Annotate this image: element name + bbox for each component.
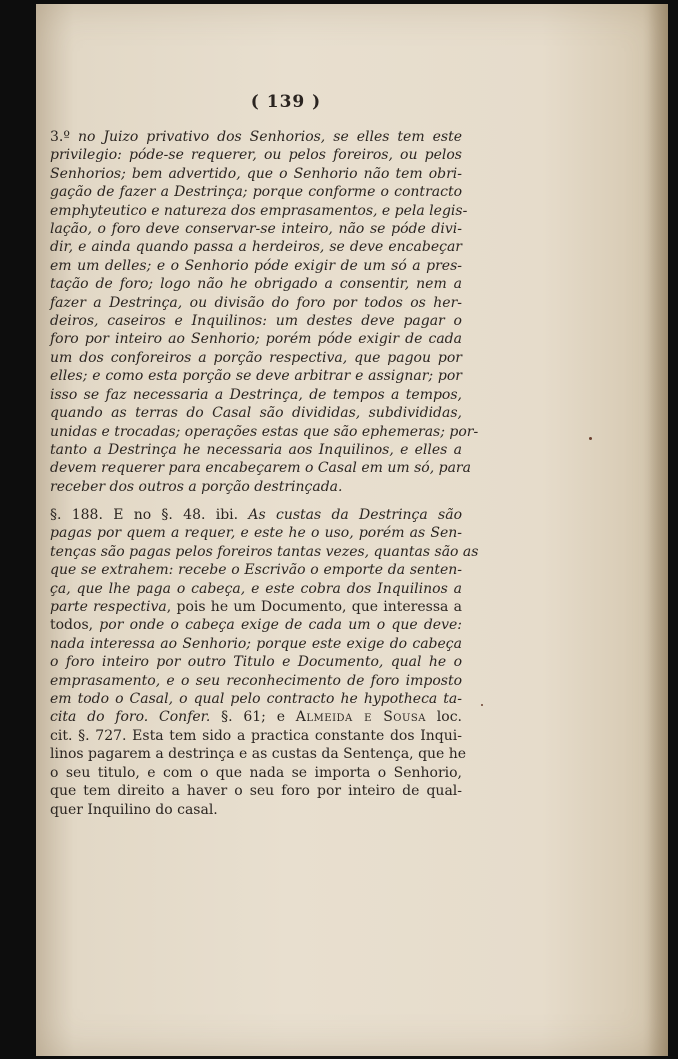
- text-line: devem requerer para encabeçarem o Casal em um só, para: [50, 460, 471, 477]
- text-line: cit. §. 727. Esta tem sido a practica constante dos Inqui-: [50, 727, 462, 744]
- text-line: um dos conforeiros a porção respectiva, que pagou por: [50, 349, 462, 366]
- text-line: lação, o foro deve conservar-se inteiro, não se póde divi-: [50, 221, 462, 238]
- line-segment: §. 61; e: [221, 709, 296, 726]
- ink-speck: [481, 704, 483, 706]
- text-line: tanto a Destrinça he necessaria aos Inquilinos, e elles a: [50, 441, 462, 458]
- text-line: dir, e ainda quando passa a herdeiros, se deve encabeçar: [50, 239, 462, 256]
- text-line: unidas e trocadas; operações estas que são ephemeras; por-: [50, 423, 479, 440]
- text-line: deiros, caseiros e Inquilinos: um destes deve pagar o: [50, 313, 462, 330]
- text-line: quando as terras do Casal são divididas, subdivididas,: [50, 405, 462, 422]
- page-edge-shadow: [648, 4, 668, 1056]
- text-line: tenças são pagas pelos foreiros tantas vezes, quantas são as: [50, 543, 479, 560]
- paragraph-1: [50, 128, 479, 496]
- line-segment: por onde o cabeça exige de cada um o que deve:: [99, 617, 463, 634]
- text-line: linos pagarem a destrinça e as custas da Sentença, que he: [50, 746, 467, 763]
- text-line: pagas por quem a requer, e este he o uso, porém as Sen-: [50, 525, 462, 542]
- text-line: o seu titulo, e com o que nada se importa o Senhorio,: [50, 764, 462, 781]
- ink-speck: [589, 437, 592, 440]
- text-line: em todo o Casal, o qual pelo contracto he hypotheca ta-: [50, 691, 462, 708]
- line-segment: §. 188. E no §. 48. ibi.: [50, 507, 249, 523]
- text-line: o foro inteiro por outro Titulo e Documento, qual he o: [50, 654, 462, 671]
- text-line: [50, 506, 462, 524]
- book-page: [36, 4, 668, 1056]
- text-line: foro por inteiro ao Senhorio; porém póde exigir de cada: [50, 331, 462, 348]
- line-segment: todos,: [50, 617, 100, 634]
- line-segment: 3.º: [50, 129, 78, 145]
- text-line: gação de fazer a Destrinça; porque conforme o contracto: [50, 184, 462, 201]
- text-line: receber dos outros a porção destrinçada.: [50, 478, 343, 495]
- line-segment: loc.: [425, 709, 462, 726]
- author-name-small-caps: Almeida e Sousa: [295, 709, 426, 726]
- text-line: tação de foro; logo não he obrigado a consentir, nem a: [50, 276, 462, 293]
- text-line: nada interessa ao Senhorio; porque este exige do cabeça: [50, 635, 462, 652]
- text-line: que se extrahem: recebe o Escrivão o emporte da senten-: [50, 562, 462, 579]
- line-segment: As custas da Destrinça são: [248, 507, 462, 523]
- text-line: [50, 128, 462, 146]
- text-line: [50, 598, 462, 616]
- text-line: fazer a Destrinça, ou divisão do foro por todos os her-: [50, 294, 462, 311]
- line-segment: , pois he um Documento, que interessa a: [166, 599, 462, 616]
- text-line: elles; e como esta porção se deve arbitrar e assignar; por: [50, 368, 462, 385]
- paragraph-2: [50, 506, 479, 819]
- text-line: emprasamento, e o seu reconhecimento de foro imposto: [50, 672, 462, 689]
- text-line: ça, que lhe paga o cabeça, e este cobra dos Inquilinos a: [50, 580, 462, 597]
- text-line: Senhorios; bem advertido, que o Senhorio não tem obri-: [50, 165, 462, 182]
- line-segment: parte respectiva: [50, 599, 167, 616]
- text-line: emphyteutico e natureza dos emprasamentos, e pela legis-: [50, 202, 468, 219]
- text-line: que tem direito a haver o seu foro por inteiro de qual-: [50, 783, 462, 800]
- text-line: em um delles; e o Senhorio póde exigir de um só a pres-: [50, 257, 462, 274]
- line-segment: no Juizo privativo dos Senhorios, se elles tem este: [77, 129, 462, 145]
- text-line: quer Inquilino do casal.: [50, 801, 218, 818]
- text-line: privilegio: póde-se requerer, ou pelos foreiros, ou pelos: [50, 147, 462, 164]
- text-line: [50, 616, 462, 634]
- page-number: ( 139 ): [250, 92, 322, 112]
- text-line: [50, 708, 462, 726]
- text-line: isso se faz necessaria a Destrinça, de tempos a tempos,: [50, 386, 462, 403]
- line-segment: cita do foro. Confer.: [50, 709, 222, 726]
